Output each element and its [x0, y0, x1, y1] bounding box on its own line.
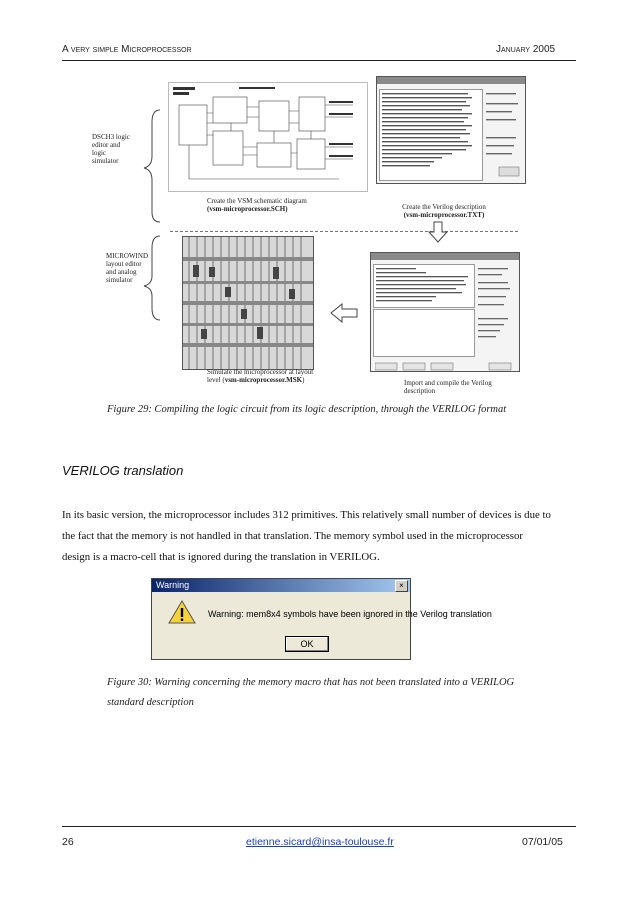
import-label: Import and compile the Verilog description — [404, 379, 492, 395]
tool-separator — [170, 231, 518, 232]
verilog-options-panel — [485, 89, 522, 179]
simulate-label: Simulate the microprocessor at layout level (vsm-microprocessor.MSK) — [207, 368, 314, 384]
compile-buttons-art — [375, 362, 513, 371]
verilog-editor-screenshot — [376, 76, 526, 184]
compile-log-top — [373, 264, 475, 308]
create-vsm-label: Create the VSM schematic diagram (vsm-microprocessor.SCH) — [207, 197, 307, 213]
create-verilog-label: Create the Verilog description (vsm-microprocessor.TXT) — [402, 203, 486, 219]
tool-group-braces — [142, 108, 164, 322]
compile-log-lines — [374, 265, 474, 307]
verilog-code-area — [379, 89, 483, 181]
layout-screenshot — [182, 236, 314, 370]
warning-dialog — [151, 578, 492, 660]
compile-buttons-row — [375, 358, 513, 367]
footer-rule — [62, 826, 576, 827]
section-title: VERILOG translation — [62, 463, 184, 478]
paragraph-line: design is a macro-cell that is ignored during the translation in VERILOG. — [62, 551, 380, 563]
options-panel-art — [485, 89, 522, 179]
warning-icon — [168, 599, 196, 625]
layout-art — [183, 237, 313, 369]
verilog-editor-titlebar — [377, 77, 525, 84]
footer-date: 07/01/05 — [522, 836, 563, 848]
section-paragraph — [62, 505, 582, 568]
verilog-compile-screenshot — [370, 252, 520, 372]
paragraph-line: In its basic version, the microprocessor includes 312 primitives. This relatively small number of devices is due to — [62, 509, 551, 521]
vsm-schematic-screenshot — [168, 82, 368, 192]
footer-email-link[interactable]: etienne.sicard@insa-toulouse.fr — [246, 836, 394, 848]
schematic-diagram-art — [169, 83, 367, 191]
footer-page-number: 26 — [62, 836, 74, 848]
warning-dialog-titlebar — [152, 579, 410, 592]
warning-message: Warning: mem8x4 symbols have been ignored in the Verilog translation — [208, 609, 492, 619]
paragraph-line: the fact that the memory is not handled in that translation. The memory symbol used in the microprocessor — [62, 530, 523, 542]
ok-button[interactable]: OK — [285, 636, 329, 652]
down-arrow-icon — [428, 221, 448, 243]
microwind-label: MICROWIND layout editor and analog simulator — [106, 252, 148, 284]
compile-options-art — [477, 264, 517, 356]
warning-dialog-title: Warning — [156, 580, 190, 590]
running-header-title: A very simple Microprocessor — [62, 44, 192, 55]
close-button[interactable]: × — [395, 580, 408, 592]
brace-dsch3 — [144, 110, 160, 222]
compile-titlebar — [371, 253, 519, 260]
running-header-date: January 2005 — [496, 44, 556, 55]
compile-options-panel — [477, 264, 517, 356]
header-rule — [62, 60, 576, 61]
compile-log-bottom — [373, 309, 475, 357]
figure-29-caption: Figure 29: Compiling the logic circuit from its logic description, through the VERILOG format — [107, 404, 507, 415]
verilog-code-lines — [380, 90, 482, 180]
dsch3-label: DSCH3 logic editor and logic simulator — [92, 133, 130, 165]
left-arrow-icon — [330, 303, 358, 323]
figure-30-caption: Figure 30: Warning concerning the memory macro that has not been translated into a VERILOG standard description — [107, 677, 515, 708]
